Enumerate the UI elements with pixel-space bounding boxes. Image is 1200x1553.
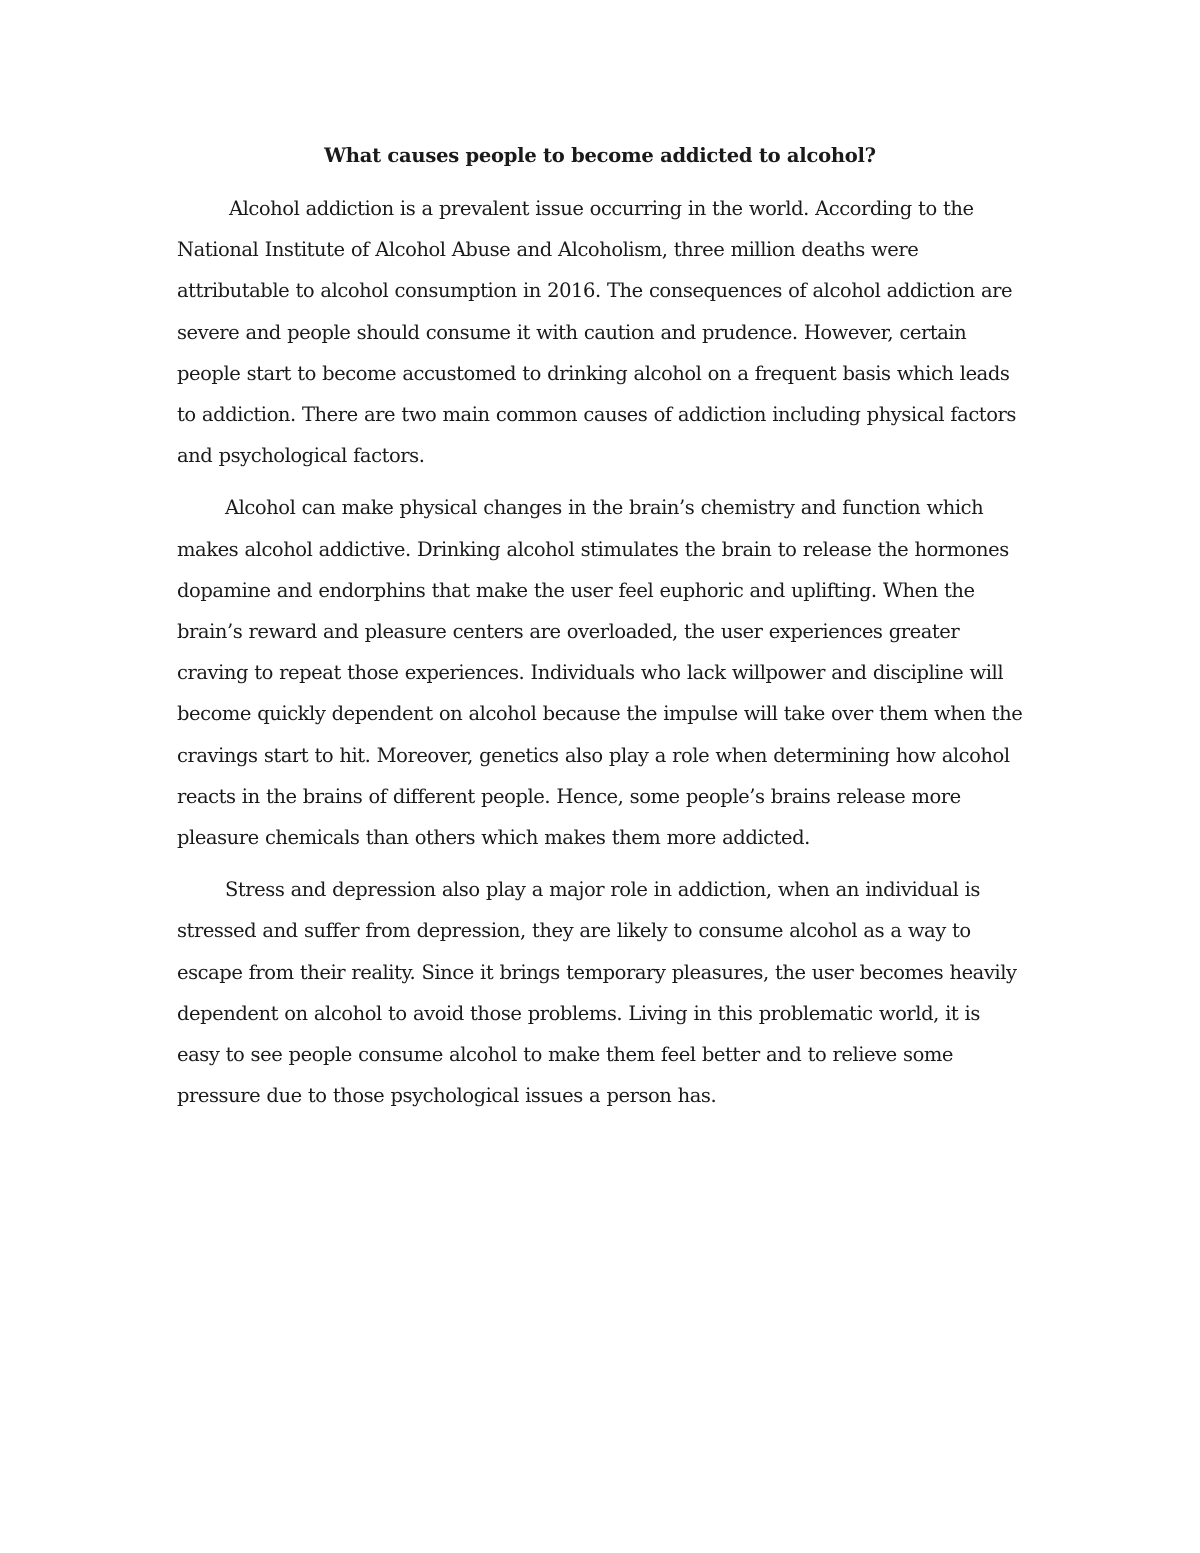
- document-body: [177, 135, 1023, 1116]
- paragraph-psychological-factors: Stress and depression also play a major role in addiction, when an individual is stressed and suffer from depression, they are likely to consume alcohol as a way to escape from their reality. Since it brings temporary pleasures, the user becomes heavily dependent on alcohol to avoid those problems. Living in this problematic world, it is easy to see people consume alcohol to make them feel better and to relieve some pressure due to those psychological issues a person has.: [177, 878, 1017, 1108]
- paragraph-physical-factors: Alcohol can make physical changes in the brain’s chemistry and function which makes alcohol addictive. Drinking alcohol stimulates the brain to release the hormones dopamine and endorphins that make the user feel euphoric and uplifting. When the brain’s reward and pleasure centers are overloaded, the user experiences greater craving to repeat those experiences. Individuals who lack willpower and discipline will become quickly dependent on alcohol because the impulse will take over them when the cravings start to hit. Moreover, genetics also play a role when determining how alcohol reacts in the brains of different people. Hence, some people’s brains release more pleasure chemicals than others which makes them more addicted.: [177, 496, 1023, 850]
- document-title: What causes people to become addicted to alcohol?: [324, 144, 876, 167]
- paragraph-intro: Alcohol addiction is a prevalent issue occurring in the world. According to the National Institute of Alcohol Abuse and Alcoholism, three million deaths were attributable to alcohol consumption in 2016. The consequences of alcohol addiction are severe and people should consume it with caution and prudence. However, certain people start to become accustomed to drinking alcohol on a frequent basis which leads to addiction. There are two main common causes of addiction including physical factors and psychological factors.: [177, 197, 1016, 468]
